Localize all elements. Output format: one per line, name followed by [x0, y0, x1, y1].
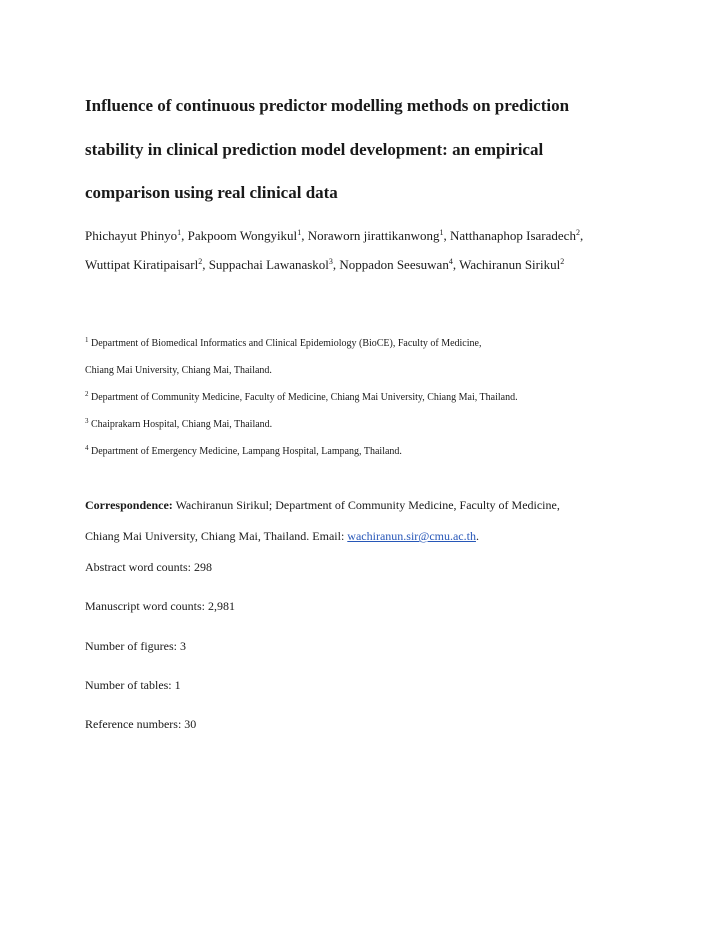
- affiliation-text: Department of Community Medicine, Faculty of Medicine, Chiang Mai University, Chiang Mai, Thailand.: [91, 392, 518, 403]
- affiliation-3: [85, 411, 645, 438]
- correspondence-text: Wachiranun Sirikul; Department of Community Medicine, Faculty of Medicine,: [172, 498, 560, 512]
- author-name: Wuttipat Kiratipaisarl: [85, 257, 199, 272]
- affiliation-marker: 2: [85, 390, 89, 398]
- abstract-word-count: Abstract word counts: 298: [85, 560, 212, 574]
- correspondence-line-1: [85, 490, 645, 521]
- manuscript-word-count: Manuscript word counts: 2,981: [85, 599, 235, 613]
- title-line-2: stability in clinical prediction model development: an empirical: [85, 139, 544, 159]
- author-affiliation-marker: 2: [575, 228, 580, 237]
- author-name: Suppachai Lawanaskol: [208, 257, 329, 272]
- author-affiliation-marker: 1: [297, 228, 302, 237]
- author-name: Phichayut Phinyo: [85, 228, 178, 243]
- affiliation-1: [85, 330, 645, 357]
- reference-count: Reference numbers: 30: [85, 717, 197, 731]
- author-name: Wachiranun Sirikul: [459, 257, 561, 272]
- affiliation-text: Department of Biomedical Informatics and Clinical Epidemiology (BioCE), Faculty of Medicine,: [91, 338, 482, 349]
- author-name: Natthanaphop Isaradech: [449, 228, 576, 243]
- affiliation-marker: 4: [85, 444, 89, 452]
- author-line-2: Wuttipat Kiratipaisarl$^2$, Suppachai Lawanaskol$^3$, Noppadon Seesuwan$^4$, Wachiranun Sirikul$^2$: [85, 257, 565, 272]
- affiliation-marker: 3: [85, 417, 89, 425]
- affiliation-2: [85, 384, 645, 411]
- author-affiliation-marker: 3: [328, 257, 333, 266]
- figure-count: Number of figures: 3: [85, 639, 186, 653]
- title-line-3: comparison using real clinical data: [85, 183, 338, 202]
- author-affiliation-marker: 1: [439, 228, 444, 237]
- affiliation-text: Chaiprakarn Hospital, Chiang Mai, Thailand.: [91, 419, 273, 430]
- title-line-1: Influence of continuous predictor modelling methods on prediction: [85, 96, 570, 115]
- table-count: Number of tables: 1: [85, 678, 181, 692]
- author-name: Noppadon Seesuwan: [339, 257, 449, 272]
- correspondence-line-2: [85, 521, 645, 552]
- author-affiliation-marker: 4: [448, 257, 453, 266]
- author-affiliation-marker: 2: [560, 257, 565, 266]
- correspondence-block: [85, 490, 645, 552]
- correspondence-address: Chiang Mai University, Chiang Mai, Thailand. Email:: [85, 529, 348, 543]
- author-line-1: Phichayut Phinyo$^1$, Pakpoom Wongyikul$^1$, Noraworn jirattikanwong$^1$, Natthanaphop Isaradech$^2$,: [85, 228, 584, 243]
- email-link[interactable]: wachiranun.sir@cmu.ac.th: [347, 529, 476, 543]
- author-affiliation-marker: 2: [198, 257, 203, 266]
- author-name: Noraworn jirattikanwong: [307, 228, 440, 243]
- correspondence-label: Correspondence:: [85, 498, 173, 512]
- affiliation-text: Department of Emergency Medicine, Lampang Hospital, Lampang, Thailand.: [91, 446, 402, 457]
- affiliation-marker: 1: [85, 336, 89, 344]
- author-affiliation-marker: 1: [177, 228, 182, 237]
- affiliation-4: [85, 438, 645, 465]
- affiliation-1-continued: Chiang Mai University, Chiang Mai, Thailand.: [85, 365, 272, 376]
- author-list: [85, 221, 645, 279]
- paper-title: [85, 84, 645, 215]
- affiliation-list: [85, 330, 645, 465]
- author-name: Pakpoom Wongyikul: [187, 228, 298, 243]
- correspondence-end-punctuation: .: [475, 529, 479, 543]
